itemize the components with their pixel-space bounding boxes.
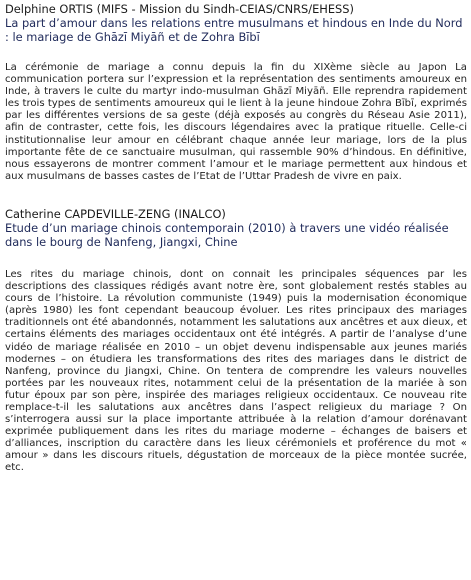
abstract-title: La part d’amour dans les relations entre musulmans et hindous en Inde du Nord : le mariage de Ghāzī Miyāñ et de Zohra Bībī: [5, 16, 463, 44]
author-line: Delphine ORTIS (MIFS - Mission du Sindh-CEIAS/CNRS/EHESS): [5, 2, 354, 16]
abstract-section-capdeville-zeng: [5, 207, 467, 475]
abstract-paragraph: Les rites du mariage chinois, dont on connait les principales séquences par les descriptions des classiques rédigés avant notre ère, sont globalement restés stables au cours de l’histoire. La révolution communiste (1949) puis la modernisation économique (après 1980) les font cependant beaucoup évoluer. Les rites principaux des mariages traditionnels ont été abandonnés, notamment les salutations aux ancêtres et aux dieux, et certains éléments des mariages occidentaux ont été intégrés. A partir de l’analyse d’une vidéo de mariage réalisée en 2010 – un objet devenu indispensable aux jeunes mariés modernes – on étudiera les transformations des rites des mariages dans le district de Nanfeng, province du Jiangxi, Chine. On tentera de comprendre les valeurs nouvelles portées par les nouveaux rites, notamment celui de la présentation de la mariée à son futur époux par son père, inspirée des mariages religieux occidentaux. Ce nouveau rite remplace-t-il les salutations aux ancêtres dans l’aspect religieux du mariage ? On s’interrogera aussi sur la place importante attribuée à la relation d’amour dorénavant exprimée publiquement dans les rites du mariage moderne – échanges de baisers et d’alliances, inscription du caractère dans les lieux cérémoniels et proférence du mot « amour » dans les discours rituels, dégustation de morceaux de la pièce montée sucrée, etc.: [5, 268, 467, 474]
abstract-paragraph: La cérémonie de mariage a connu depuis la fin du XIXème siècle au Japon La communication portera sur l’expression et la représentation des sentiments amoureux en Inde, à travers le culte du martyr indo-musulman Ghāzī Miyāñ. Elle reprendra rapidement les trois types de sentiments amoureux qui le lient à la jeune hindoue Zohra Bībī, exprimés par les différentes versions de sa geste (déjà exposés au congrès du Réseau Asie 2011), afin de contraster, cette fois, les discours légendaires avec la pratique rituelle. Celle-ci institutionnalise leur amour en célébrant chaque année leur mariage, lors de la plus importante fête de ce sanctuaire musulman, qui rassemble 90% d’hindous. En définitive, nous essayerons de montrer comment l’amour et le mariage permettent aux hindous et aux musulmans de basses castes de l’Etat de l’Uttar Pradesh de vivre en paix.: [5, 62, 467, 182]
author-line: Catherine CAPDEVILLE-ZENG (INALCO): [5, 206, 226, 221]
abstract-title: Etude d’un mariage chinois contemporain (2010) à travers une vidéo réalisée dans le bourg de Nanfeng, Jiangxi, Chine: [5, 220, 449, 249]
abstract-section-ortis: [5, 2, 467, 183]
